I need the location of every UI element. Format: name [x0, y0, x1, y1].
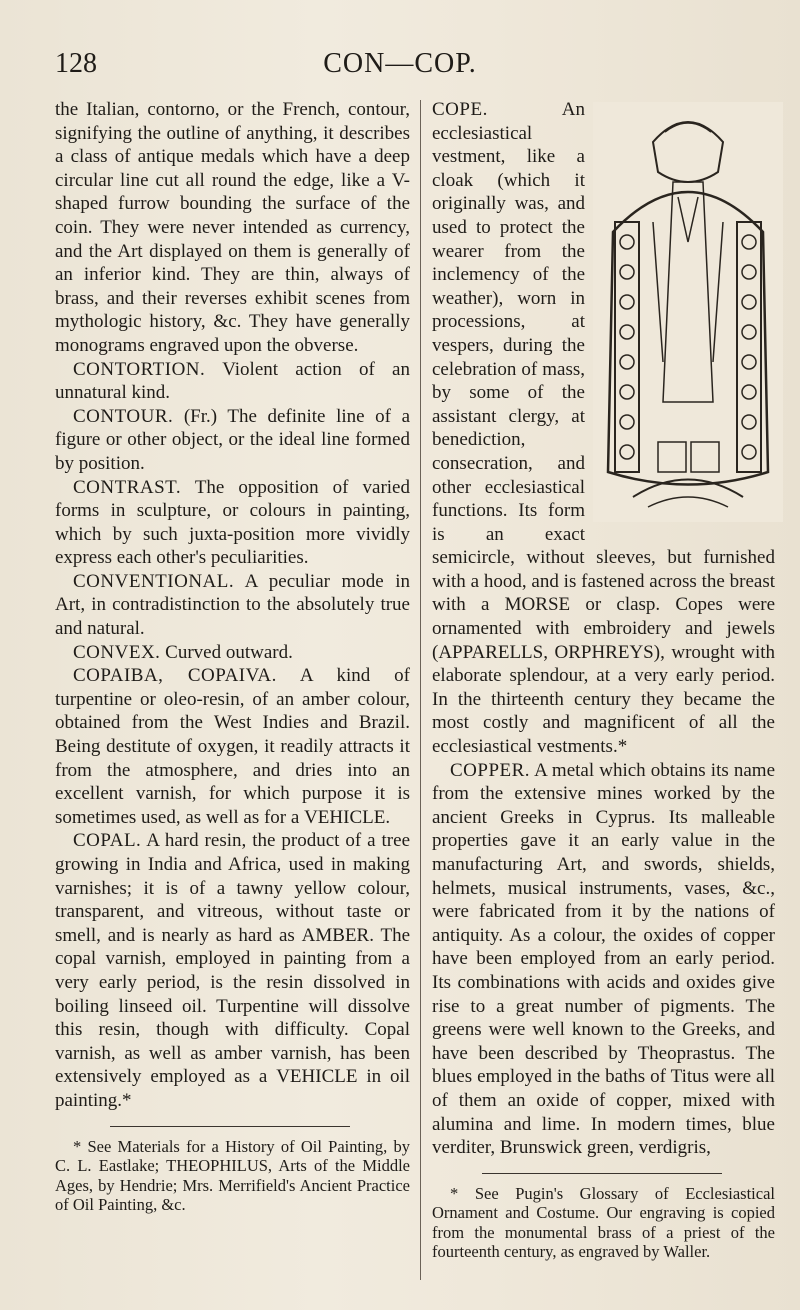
term-conventional: CONVENTIONAL. [73, 570, 235, 592]
footnote-rule [110, 1126, 350, 1127]
def-contour: (Fr.) The definite line of a figure or other object, or the ideal line formed by position. [55, 405, 410, 474]
def-conventional: A peculiar mode in Art, in contradistinction to the absolutely true and natural. [55, 570, 410, 640]
column-divider [420, 100, 421, 1280]
running-head: CON—COP. [323, 48, 477, 79]
term-contour: CONTOUR. [73, 405, 174, 427]
paragraph-contorno: the Italian, contorno, or the French, contour, signifying the outline of anything, it describes a class of antique medals which have a deep circular line cut all round the edge, like a V-shaped furrow bounding the surface of the coin. They were never intended as currency, and the Art displayed on them is generally of an inferior kind. They are thin, always of brass, and their reverses exhibit scenes from mythologic history, &c. They have generally monograms engraved upon the obverse. [55, 99, 410, 356]
ref-amber: AMBER. [301, 924, 374, 946]
ref-morse: MORSE [504, 594, 571, 616]
def-cope-1: An ecclesiastical vestment, like a cloak (which it originally was, and used to protect the wearer from the inclemency of the weather), worn in processions, at vespers, during the celebration of mass, by some of the assistant clergy, at benediction, consecration, and other ecclesiastical functions. Its form is an exact semicircle, without sleeves, but furnished with a hood, and is fastened across the breast with a [432, 99, 775, 616]
def-contrast: The opposition of varied forms in sculpture, or colours in painting, which by such juxta-position more vividly express each other's peculiarities. [55, 476, 410, 569]
entry-contour [55, 405, 410, 476]
def-copper: A metal which obtains its name from the extensive mines worked by the ancient Greeks in Cyprus. Its malleable properties gave it an early value in the manufacturing Art, and swords, shields, helmets, musical instruments, vases, &c., were fabricated from it by the nations of antiquity. As a colour, the oxides of copper have been employed from an early period. Its combinations with acids and oxides give rise to a great number of pigments. The greens were well known to the Greeks, and have been described by Theoprastus. The blues employed in the baths of Titus were all of them an oxide of copper, mixed with alumina and lime. In modern times, blue verditer, Brunswick green, verdigris, [432, 759, 776, 1159]
term-contortion: CONTORTION. [73, 358, 206, 380]
term-cope: COPE. [432, 99, 488, 120]
term-copal: COPAL. [73, 830, 142, 852]
def-cope-2: or clasp. Copes were ornamented with embroidery and jewels [432, 594, 776, 640]
footnote-rule-right [482, 1173, 722, 1174]
ref-apparells: (APPARELLS, ORPHREYS), [432, 641, 665, 663]
def-copal-2: The copal varnish, employed in painting from a very early period, is the resin dissolved in boiling linseed oil. Turpentine will dissolve this resin, though with difficulty. Copal varnish, as well as amber varnish, has been extensively employed as a [55, 924, 411, 1088]
def-copal-1: A hard resin, the product of a tree growing in India and Africa, used in making varnishes; it is of a tawny yellow colour, transparent, and vitreous, without taste or smell, and is nearly as hard as [55, 830, 411, 946]
def-convex: Curved outward. [165, 641, 293, 663]
footnote-left: * See Materials for a History of Oil Painting, by C. L. Eastlake; THEOPHILUS, Arts of the Middle Ages, by Hendrie; Mrs. Merrifield's Ancient Practice of Oil Painting, &c. [55, 1136, 410, 1215]
entry-copper [432, 759, 775, 1160]
right-column [432, 98, 775, 1262]
def-cope-3: wrought with elaborate splendour, at a very early period. In the thirteenth century they became the most costly and magnificent of all the ecclesiastical vestments.* [432, 641, 775, 758]
entry-copaiba [55, 664, 410, 829]
footnote-right: * See Pugin's Glossary of Ecclesiastical Ornament and Costume. Our engraving is copied from the monumental brass of a priest of the fourteenth century, as engraved by Waller. [432, 1183, 775, 1262]
entry-contortion [55, 358, 410, 405]
term-copper: COPPER. [450, 759, 531, 781]
entry-conventional [55, 570, 410, 641]
term-contrast: CONTRAST. [73, 476, 182, 498]
def-copal-3: in oil painting.* [55, 1066, 411, 1111]
page-header [0, 48, 800, 88]
term-convex: CONVEX. [73, 641, 161, 663]
entry-copal [55, 829, 410, 1112]
def-copaiba: A kind of turpentine or oleo-resin, of an amber colour, obtained from the West Indies and Brazil. Being destitute of oxygen, it readily attracts it from the atmosphere, and dries into an excellent varnish, for which purpose it is sometimes used, as well as for a [55, 665, 411, 828]
cope-engraving [593, 102, 783, 522]
ref-vehicle-2: VEHICLE [276, 1066, 358, 1088]
left-column [55, 98, 410, 1215]
def-contortion: Violent action of an unnatural kind. [55, 358, 410, 404]
cope-engraving-figure [593, 102, 783, 522]
page-number: 128 [55, 48, 97, 79]
term-copaiba: COPAIBA, COPAIVA. [73, 665, 277, 687]
entry-convex [55, 641, 410, 665]
entry-contrast [55, 476, 410, 570]
ref-vehicle: VEHICLE. [304, 806, 391, 828]
